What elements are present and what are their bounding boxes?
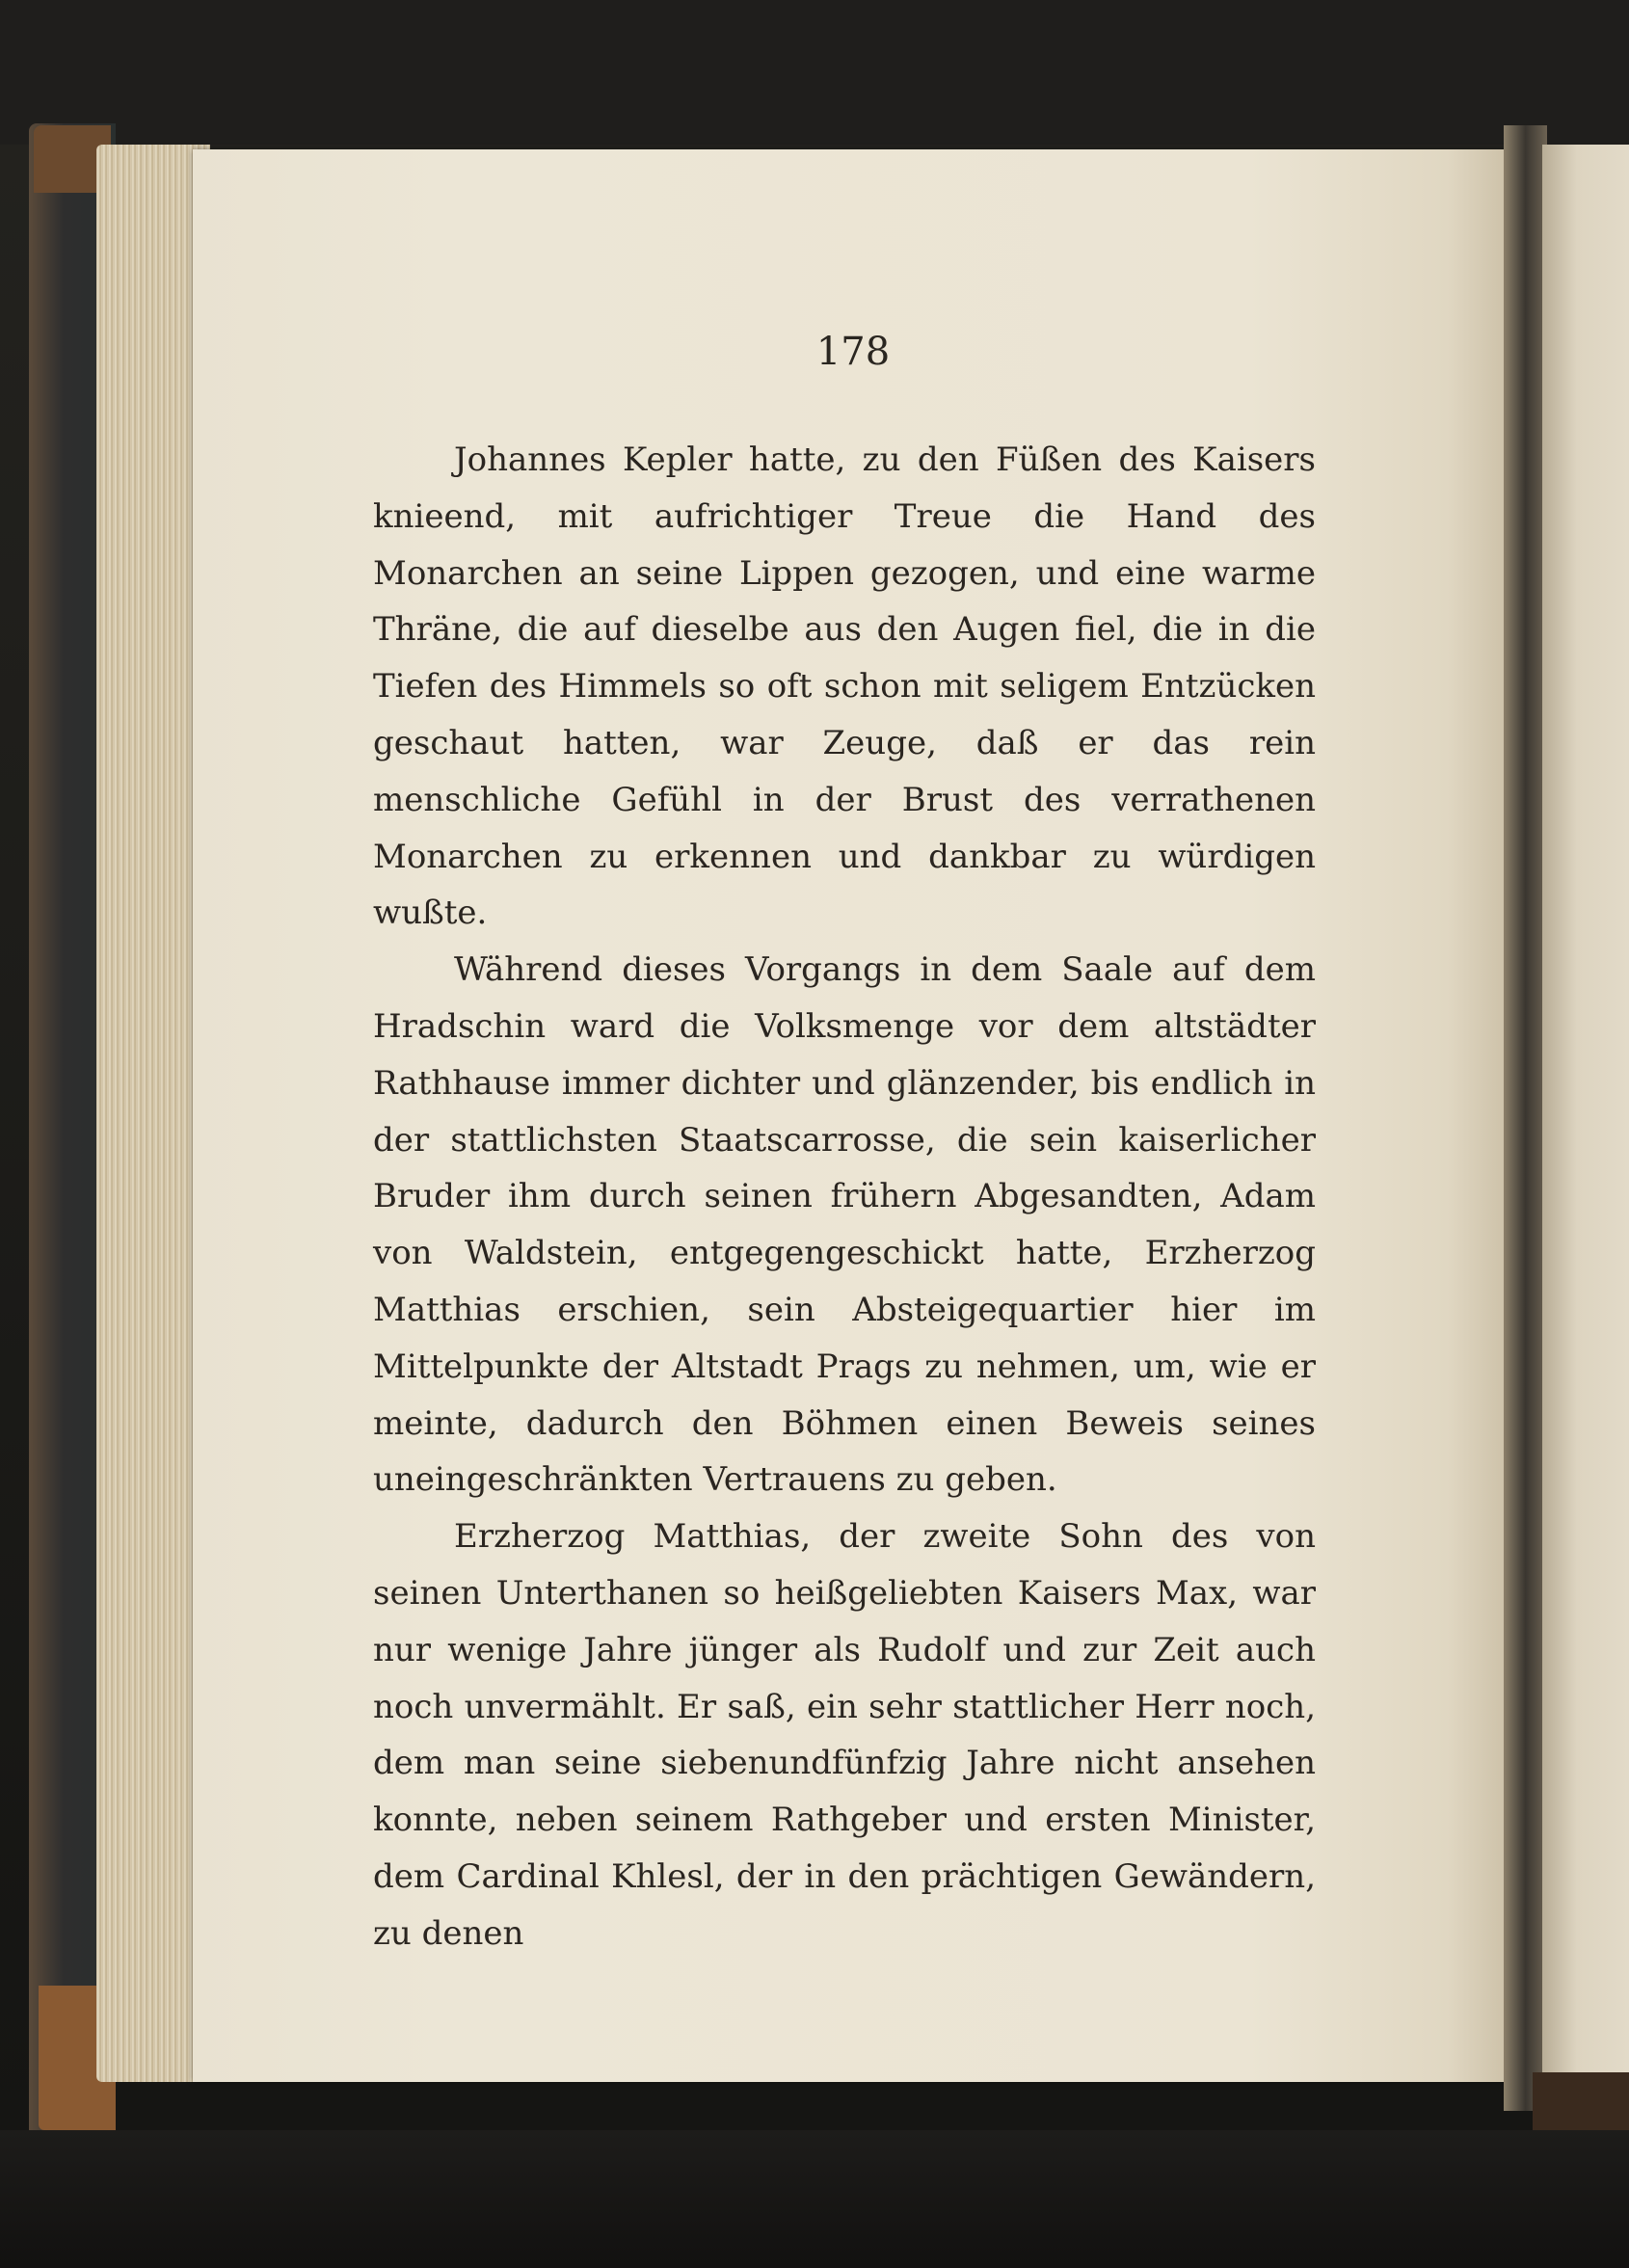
paragraph-1: Johannes Kepler hatte, zu den Füßen des Kaisers knieend, mit aufrichtiger Treue die Hand des Monarchen an seine Lippen gezogen, und eine warme Thräne, die auf dieselbe aus den Augen fiel, die in die Tiefen des Himmels so oft schon mit seligem Entzücken geschaut hatten, war Zeuge, daß er das rein menschliche Gefühl in der Brust des verrathenen Monarchen zu erkennen und dankbar zu würdigen wußte.	[373, 440, 1316, 933]
facing-page-edge	[1542, 145, 1629, 2072]
paragraph-3: Erzherzog Matthias, der zweite Sohn des von seinen Unterthanen so heißgeliebten Kaisers Max, war nur wenige Jahre jünger als Rudolf und zur Zeit auch noch unvermählt. Er saß, ein sehr stattlicher Herr noch, dem man seine siebenundfünfzig Jahre nicht ansehen konnte, neben seinem Rathgeber und ersten Minister, dem Cardinal Khlesl, der in den prächtigen Gewändern, zu denen	[373, 1517, 1316, 1953]
book-cover-right	[1533, 2072, 1629, 2130]
table-surface	[0, 2130, 1629, 2268]
backdrop	[0, 0, 1629, 145]
book-gutter	[1504, 125, 1547, 2111]
page-number: 178	[815, 330, 891, 374]
paragraph-2: Während dieses Vorgangs in dem Saale auf dem Hradschin ward die Volksmenge vor dem altstädter Rathhause immer dichter und glänzender, bis endlich in der stattlichsten Staatscarrosse, die sein kaiserlicher Bruder ihm durch seinen frühern Abgesandten, Adam von Waldstein, entgegengeschickt hatte, Erzherzog Matthias erschien, sein Absteigequartier hier im Mittelpunkte der Altstadt Prags zu nehmen, um, wie er meinte, dadurch den Böhmen einen Beweis seines uneingeschränkten Vertrauens zu geben.	[373, 950, 1316, 1500]
page-text	[373, 432, 1316, 1962]
